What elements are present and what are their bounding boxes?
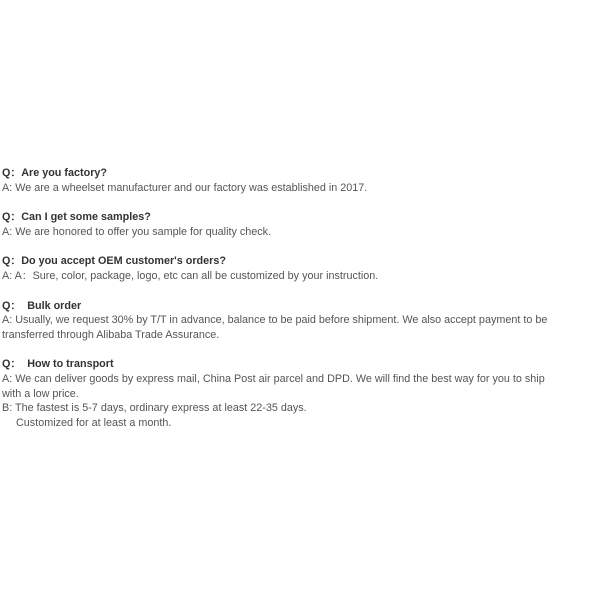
faq-answer-note: Customized for at least a month. [16,416,172,429]
faq-answer: A: We are honored to offer you sample for quality check. [2,225,272,238]
faq-question: Q： Bulk order [2,299,82,312]
faq-item-bulk-order [2,299,562,343]
faq-question: Q：Can I get some samples? [2,211,151,224]
faq-item-oem [2,254,562,283]
faq-answer: A: Usually, we request 30% by T/T in advance, balance to be paid before shipment. We also accept payment to be transferred through Alibaba Trade Assurance. [2,314,548,341]
faq-question: Q： How to transport [2,358,114,371]
faq-answer: A: A：Sure, color, package, logo, etc can all be customized by your instruction. [2,269,379,282]
faq-answer: A: We can deliver goods by express mail, China Post air parcel and DPD. We will find the best way for you to ship with a low price. [2,372,545,400]
faq-item-samples [2,210,562,239]
faq-item-transport [2,357,562,430]
faq-question: Q：Are you factory? [2,167,107,179]
faq-answer-b: B: The fastest is 5-7 days, ordinary express at least 22-35 days. [2,402,307,415]
faq-item-factory [2,166,562,195]
faq-question: Q：Do you accept OEM customer's orders? [2,255,226,268]
faq-list [2,166,562,445]
faq-answer: A: We are a wheelset manufacturer and our factory was established in 2017. [2,181,368,194]
